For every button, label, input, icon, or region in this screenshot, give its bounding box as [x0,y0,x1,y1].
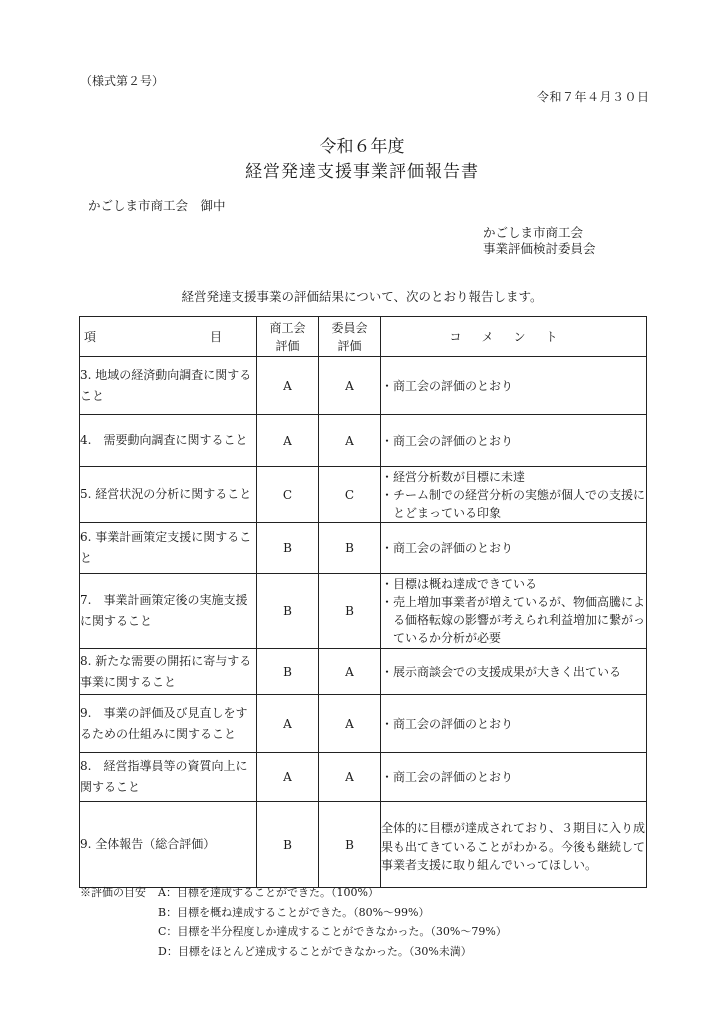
overall-comment-line: 事業者支援に取り組んでいってほしい。 [381,858,598,873]
row-item: 7. 事業計画策定後の実施支援に関すること [80,574,257,649]
sender-organization: かごしま市商工会 [483,225,584,240]
row-iin-grade: A [319,753,381,802]
form-number: （様式第２号） [80,74,165,88]
legend-item-a: A：目標を達成することができた。（100%） [158,886,379,899]
row-shoko-grade: B [257,574,319,649]
row-shoko-grade: A [257,753,319,802]
table-row [80,802,647,888]
row-comment [381,415,647,467]
table-row [80,753,647,802]
row-iin-grade: B [319,802,381,888]
row-iin-grade: B [319,574,381,649]
header-shoko-evaluation [257,317,319,357]
header-iin-line2: 評価 [337,338,362,353]
table-row [80,574,647,649]
legend-label: ※評価の目安 [80,886,146,899]
row-comment [381,695,647,753]
header-comment: コメント [381,317,647,357]
table-row [80,415,647,467]
table-row [80,357,647,415]
legend-item-c: C：目標を半分程度しか達成することができなかった。（30%～79%） [158,925,507,938]
row-item: 8. 新たな需要の開拓に寄与する事業に関すること [80,649,257,695]
header-shoko-line2: 評価 [275,338,300,353]
row-iin-grade: A [319,649,381,695]
overall-comment-line: 全体的に目標が達成されており、３期目に入り成 [381,821,646,836]
legend-item-b: B：目標を概ね達成することができた。（80%～99%） [158,906,430,919]
row-item: 8. 経営指導員等の資質向上に関すること [80,753,257,802]
row-iin-grade: A [319,415,381,467]
sender-committee: 事業評価検討委員会 [483,241,596,256]
row-shoko-grade: A [257,695,319,753]
comment-line: ・商工会の評価のとおり [381,433,514,448]
row-comment [381,523,647,574]
row-shoko-grade: A [257,415,319,467]
header-shoko-line1: 商工会 [269,320,306,335]
table-row [80,523,647,574]
comment-line: ・目標は概ね達成できている [381,577,538,591]
row-item: 3. 地域の経済動向調査に関すること [80,357,257,415]
comment-line: ・商工会の評価のとおり [381,378,514,393]
row-iin-grade: C [319,467,381,523]
row-item: 6. 事業計画策定支援に関すること [80,523,257,574]
comment-line: ・展示商談会での支援成果が大きく出ている [381,664,622,679]
title-year: 令和６年度 [319,137,405,157]
row-shoko-grade: A [257,357,319,415]
row-iin-grade: A [319,695,381,753]
evaluation-table [79,316,647,888]
report-date: 令和７年４月３０日 [537,90,650,104]
table-row [80,467,647,523]
row-comment [381,357,647,415]
table-row [80,649,647,695]
comment-line: ・経営分析数が目標に未達 [381,469,526,484]
page-title: 経営発達支援事業評価報告書 [245,162,479,182]
row-shoko-grade: B [257,523,319,574]
row-comment [381,467,647,523]
row-shoko-grade: B [257,649,319,695]
comment-line: ・チーム制での経営分析の実態が個人での支援にとどまっている印象 [381,487,646,520]
addressee: かごしま市商工会 御中 [88,198,226,213]
row-shoko-grade: C [257,467,319,523]
row-item: 9. 事業の評価及び見直しをするための仕組みに関すること [80,695,257,753]
header-iin-line1: 委員会 [331,320,368,335]
row-iin-grade: B [319,523,381,574]
comment-line: ・商工会の評価のとおり [381,770,514,784]
header-item: 項 目 [80,317,257,357]
row-comment [381,753,647,802]
row-comment [381,802,647,888]
comment-line: ・商工会の評価のとおり [381,541,514,555]
row-item: 9. 全体報告（総合評価） [80,802,257,888]
row-comment [381,649,647,695]
table-row [80,695,647,753]
comment-line: ・売上増加事業者が増えているが、物価高騰による価格転嫁の影響が考えられ利益増加に繋がっているか分析が必要 [381,595,646,645]
legend-item-d: D：目標をほとんど達成することができなかった。（30%未満） [158,945,472,958]
row-iin-grade: A [319,357,381,415]
row-comment [381,574,647,649]
row-item: 5. 経営状況の分析に関すること [80,467,257,523]
comment-line: ・商工会の評価のとおり [381,716,514,731]
row-shoko-grade: B [257,802,319,888]
intro-text: 経営発達支援事業の評価結果について、次のとおり報告します。 [181,289,543,304]
row-item: 4. 需要動向調査に関すること [80,415,257,467]
header-iin-evaluation [319,317,381,357]
table-header-row [80,317,647,357]
overall-comment-line: 果も出てきていることがわかる。今後も継続して [381,839,646,854]
